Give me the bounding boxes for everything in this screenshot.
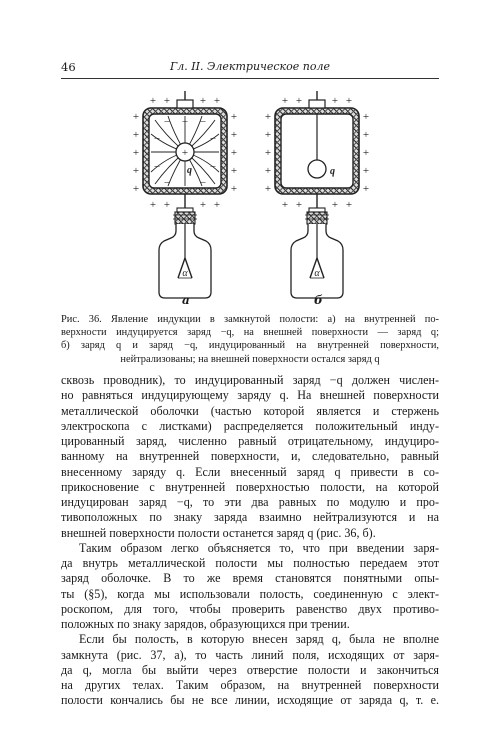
svg-text:+: + [264, 165, 272, 177]
panel-a-label: а [182, 293, 190, 307]
body-line: положных по знаку зарядов, образующихся при трении. [61, 617, 350, 631]
svg-text:+: + [345, 199, 353, 211]
body-line: индуцирован заряд −q, то эти два равных по модулю и про- [61, 495, 439, 509]
svg-text:+: + [132, 183, 140, 195]
body-line: Если бы полость, в которую внесен заряд q, была не вполне [79, 632, 439, 647]
body-line: внешней поверхности полости останется заряд q (рис. 36, б). [61, 525, 376, 540]
svg-text:+: + [362, 111, 370, 123]
svg-text:+: + [264, 183, 272, 195]
svg-text:+: + [362, 165, 370, 177]
page-header [61, 60, 439, 76]
body-line: тивоположных по знаку заряда взаимно нейтрализуются и на [61, 510, 439, 525]
svg-text:+: + [362, 147, 370, 159]
svg-text:+: + [345, 95, 353, 107]
svg-text:+: + [230, 147, 238, 159]
panel-b-electroscope [291, 208, 343, 298]
svg-text:+: + [199, 95, 207, 107]
svg-text:–: – [182, 116, 188, 127]
svg-text:+: + [264, 147, 272, 159]
body-line: замкнута (рис. 37, а), то часть линий поля, исходящих от заря- [61, 647, 439, 662]
svg-text:–: – [164, 116, 170, 127]
svg-text:+: + [163, 95, 171, 107]
svg-text:+: + [132, 111, 140, 123]
panel-b-label: б [314, 293, 323, 307]
svg-text:+: + [213, 199, 221, 211]
body-line: ванному на внутренней поверхности, и, следовательно, равный [61, 449, 439, 464]
svg-text:–: – [164, 177, 170, 188]
caption-line: верхности индуцируется заряд −q, на внешней поверхности — заряд q; [61, 327, 439, 339]
svg-text:+: + [213, 95, 221, 107]
panel-a-electroscope [159, 208, 211, 298]
svg-text:+: + [132, 165, 140, 177]
body-line: да внутрь металлической полости мы полностью передаем этот [61, 556, 439, 570]
body-line: но равняться индуцирующему заряду q. На внешней поверхности [61, 388, 439, 403]
caption-line: б) заряд q и заряд −q, индуцированный на внутренней поверхности, [61, 340, 439, 352]
svg-text:+: + [230, 183, 238, 195]
body-line: ты (§5), когда мы использовали полость, соединенную с элект- [61, 586, 439, 601]
body-line: полости кончались бы не все линии, исходящие от заряда q, т. е. [61, 693, 439, 708]
body-line: внесенному заряду q. Если внесенный заряд q привести в со- [61, 464, 439, 479]
panel-b-q-label: q [330, 166, 335, 177]
body-line: металлической оболочки (частью которой является и стержень [61, 403, 439, 418]
body-line: да q, могла бы выйти через отверстие полости и закончиться [61, 662, 439, 677]
svg-text:–: – [154, 133, 160, 144]
body-line: сквозь проводник), то индуцированный заряд −q должен числен- [61, 373, 439, 387]
panel-a-q-label: q [187, 165, 192, 176]
svg-text:+: + [132, 147, 140, 159]
svg-text:+: + [149, 95, 157, 107]
svg-text:+: + [264, 129, 272, 141]
svg-text:–: – [154, 161, 160, 172]
svg-text:–: – [210, 161, 216, 172]
body-line: прикосновение с внутренней поверхностью полости, на которой [61, 479, 439, 494]
svg-text:+: + [132, 129, 140, 141]
svg-text:+: + [149, 199, 157, 211]
svg-text:+: + [230, 129, 238, 141]
svg-text:–: – [210, 133, 216, 144]
body-text [61, 373, 439, 709]
panel-a-alpha-label: α [182, 268, 188, 279]
svg-text:+: + [230, 111, 238, 123]
caption-line: нейтрализованы; на внешней поверхности остался заряд q [120, 353, 380, 365]
header-rule [61, 78, 439, 79]
page-number: 46 [61, 60, 76, 74]
body-line: электроскопа с листками) распределяется положительный инду- [61, 418, 439, 433]
svg-text:+: + [163, 199, 171, 211]
body-line: заряд оболочке. В то же время становятся понятными опы- [61, 571, 439, 586]
panel-b-drawing [265, 91, 369, 298]
svg-text:+: + [295, 199, 303, 211]
caption-line: Рис. 36. Явление индукции в замкнутой полости: а) на внутренней по- [61, 314, 439, 325]
body-line: Таким образом легко объясняется то, что при введении заря- [79, 540, 439, 555]
svg-text:+: + [281, 95, 289, 107]
panel-a-central-charge-sign: + [181, 147, 189, 159]
body-line: роскопом, для того, чтобы проверить равенство двух противо- [61, 601, 439, 616]
svg-text:+: + [331, 95, 339, 107]
panel-b-charged-ball [308, 160, 326, 178]
svg-text:–: – [200, 116, 206, 127]
svg-text:+: + [362, 183, 370, 195]
svg-text:+: + [362, 129, 370, 141]
svg-text:+: + [331, 199, 339, 211]
svg-text:+: + [199, 199, 207, 211]
svg-text:+: + [295, 95, 303, 107]
body-line: цированный заряд, численно равный отрицательному, индуциро- [61, 434, 439, 448]
figure-36 [0, 86, 500, 310]
panel-a-drawing [133, 91, 237, 298]
figure-36-drawing [0, 86, 500, 310]
svg-text:+: + [230, 165, 238, 177]
body-line: на других телах. Таким образом, на внутренней поверхности [61, 678, 439, 692]
figure-caption [61, 313, 439, 366]
svg-text:+: + [264, 111, 272, 123]
svg-text:–: – [200, 177, 206, 188]
svg-text:+: + [281, 199, 289, 211]
running-head: Гл. II. Электрическое поле [170, 60, 330, 73]
panel-b-alpha-label: α [314, 268, 320, 279]
